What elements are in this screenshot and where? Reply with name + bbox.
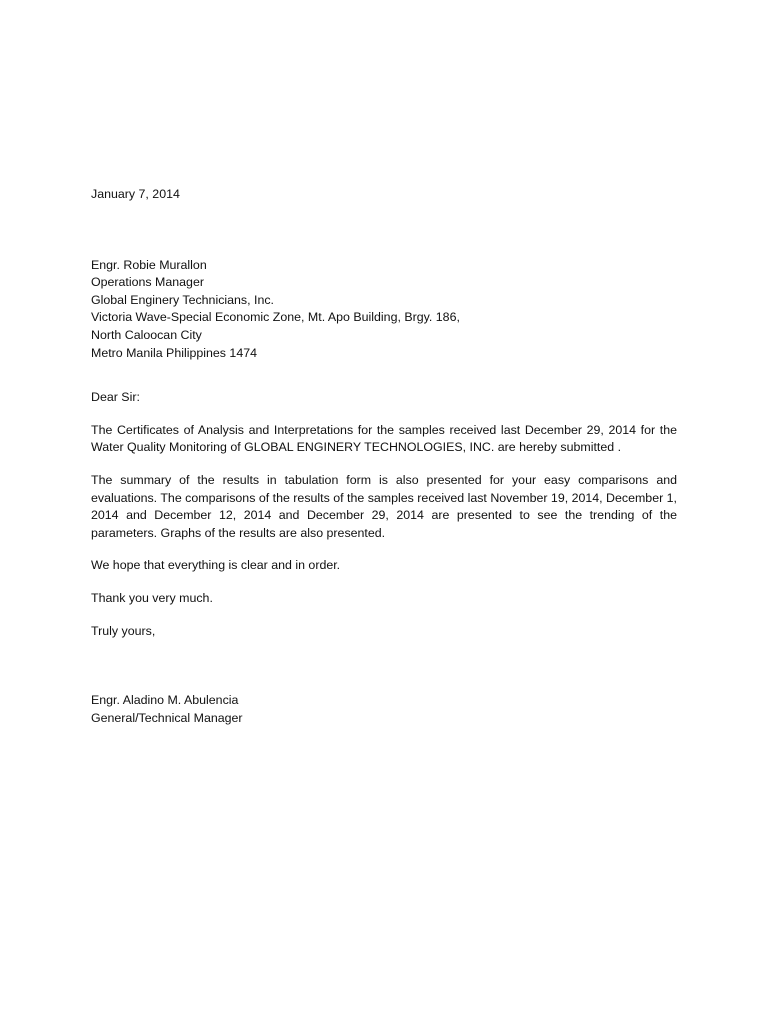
recipient-address-line: Victoria Wave-Special Economic Zone, Mt. Apo Building, Brgy. 186, (91, 310, 460, 325)
thanks-line: Thank you very much. (91, 590, 213, 605)
recipient-address-block (91, 257, 677, 363)
recipient-name: Engr. Robie Murallon (91, 257, 207, 272)
sender-title: General/Technical Manager (91, 710, 243, 725)
recipient-company: Global Enginery Technicians, Inc. (91, 292, 274, 307)
letter-date: January 7, 2014 (91, 187, 180, 201)
sender-name: Engr. Aladino M. Abulencia (91, 693, 239, 708)
recipient-region: Metro Manila Philippines 1474 (91, 345, 257, 360)
salutation: Dear Sir: (91, 390, 140, 405)
body-paragraph-hope: We hope that everything is clear and in order. (91, 558, 341, 573)
signature-block (91, 692, 677, 727)
closing-line: Truly yours, (91, 623, 156, 638)
recipient-city: North Caloocan City (91, 327, 202, 342)
body-paragraph-summary: The summary of the results in tabulation form is also presented for your easy comparisons and evaluations. The comparisons of the results of the samples received last November 19, 2014, December 1, 2014 and December 12, 2014 and December 29, 2014 are presented to see the trending of the parameters. Graphs of the results are also presented. (91, 472, 677, 540)
recipient-title: Operations Manager (91, 275, 204, 290)
body-paragraph-submission: The Certificates of Analysis and Interpretations for the samples received last December 29, 2014 for the Water Quality Monitoring of GLOBAL ENGINERY TECHNOLOGIES, INC. are hereby submitted . (91, 422, 677, 455)
letter-body (91, 186, 677, 727)
